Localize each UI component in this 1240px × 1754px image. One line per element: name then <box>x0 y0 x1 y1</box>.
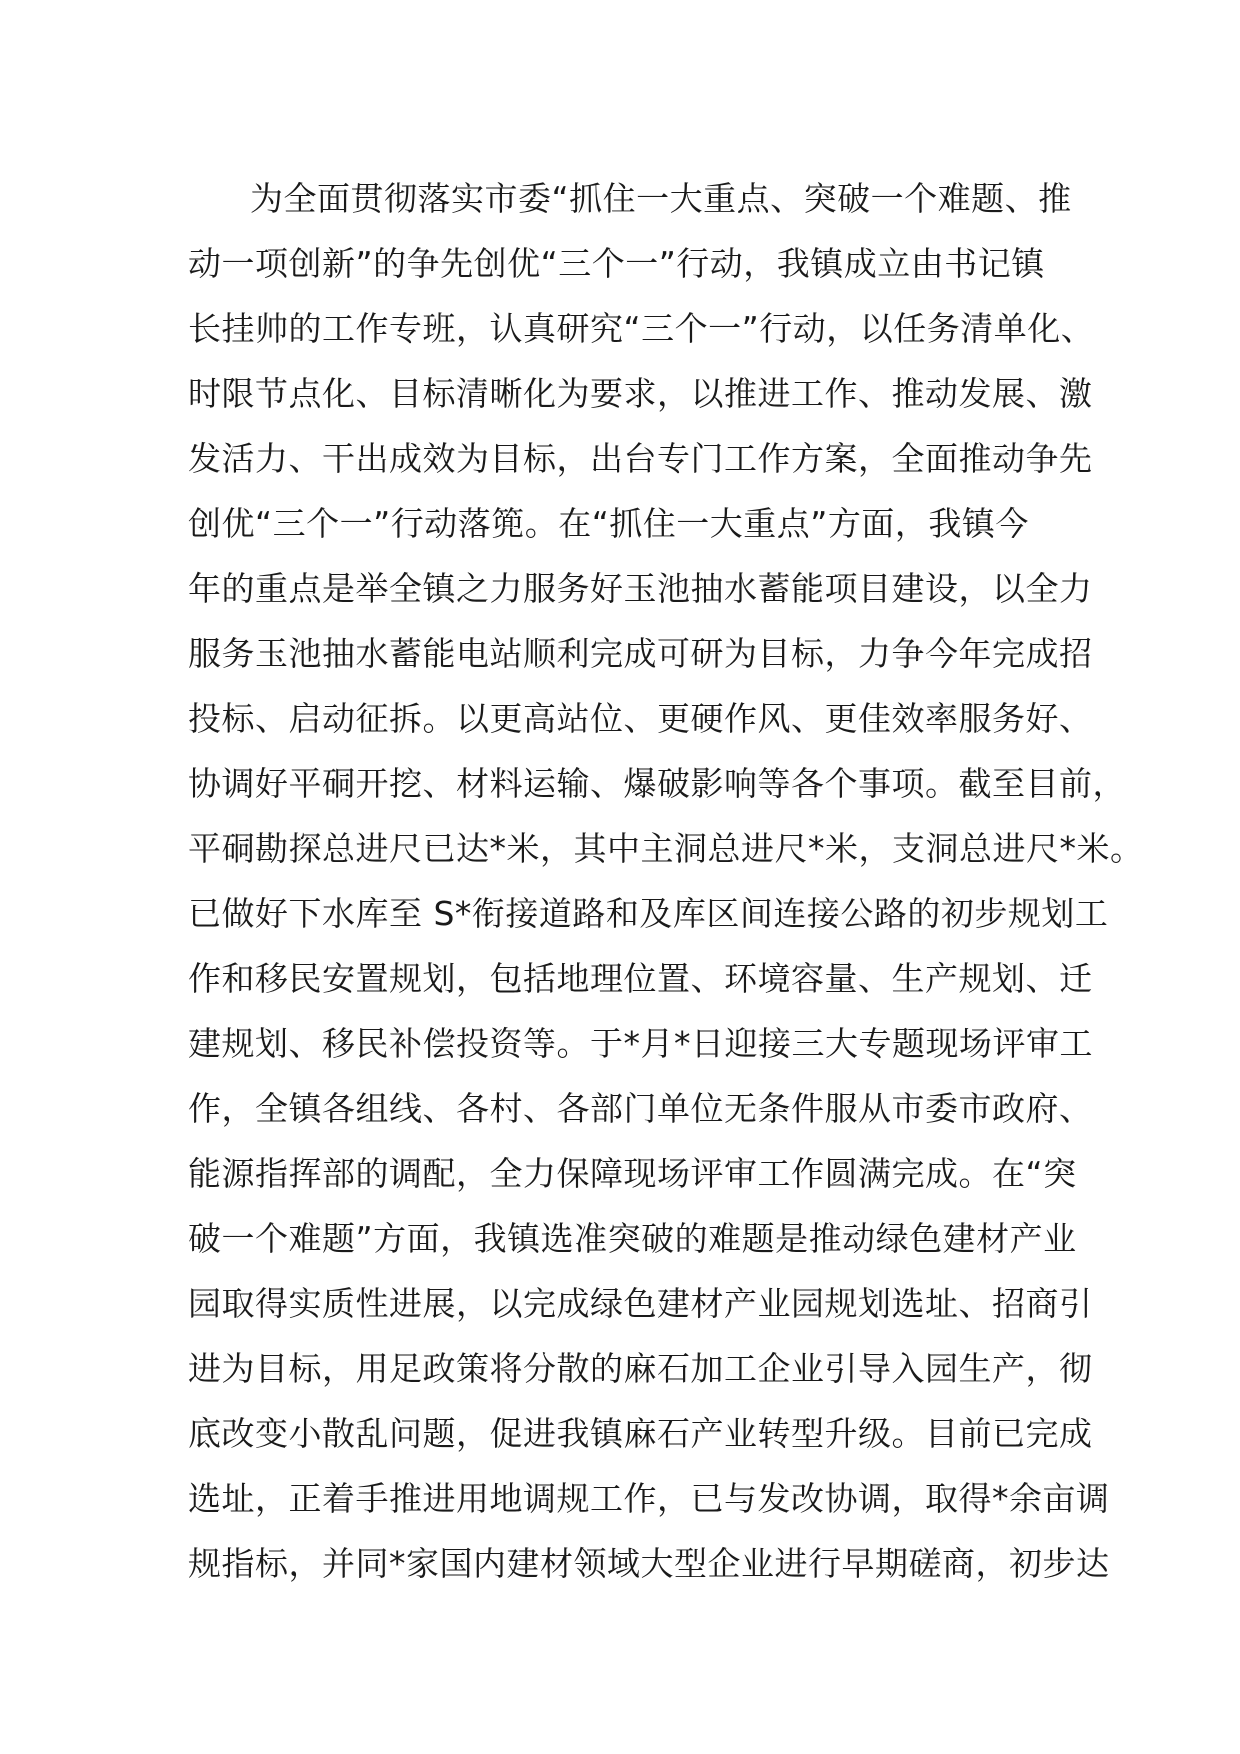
text-line: 破一个难题”方面，我镇选准突破的难题是推动绿色建材产业 <box>188 1219 1077 1258</box>
text-line: 选址，正着手推进用地调规工作，已与发改协调，取得*余亩调 <box>188 1479 1110 1518</box>
text-line: 规指标，并同*家国内建材领域大型企业进行早期磋商，初步达 <box>188 1544 1110 1583</box>
text-line: 创优“三个一”行动落篼。在“抓住一大重点”方面，我镇今 <box>188 504 1029 543</box>
text-line: 长挂帅的工作专班，认真研究“三个一”行动，以任务清单化、 <box>188 309 1095 348</box>
text-line: 年的重点是举全镇之力服务好玉池抽水蓄能项目建设，以全力 <box>188 569 1093 608</box>
text-line: 协调好平硐开挖、材料运输、爆破影响等各个事项。截至目前， <box>188 764 1126 803</box>
text-line: 作，全镇各组线、各村、各部门单位无条件服从市委市政府、 <box>188 1089 1093 1128</box>
body-paragraph <box>188 166 1144 1596</box>
text-line: 平硐勘探总进尺已达*米，其中主洞总进尺*米，支洞总进尺*米。 <box>188 829 1144 868</box>
text-line: 底改变小散乱问题，促进我镇麻石产业转型升级。目前已完成 <box>188 1414 1093 1453</box>
text-line: 进为目标，用足政策将分散的麻石加工企业引导入园生产，彻 <box>188 1349 1093 1388</box>
text-line: 时限节点化、目标清晰化为要求，以推进工作、推动发展、激 <box>188 374 1093 413</box>
text-line: 服务玉池抽水蓄能电站顺利完成可研为目标，力争今年完成招 <box>188 634 1093 673</box>
text-line: 园取得实质性进展，以完成绿色建材产业园规划选址、招商引 <box>188 1284 1093 1323</box>
text-line: 已做好下水库至 S*衔接道路和及库区间连接公路的初步规划工 <box>188 894 1109 933</box>
text-line: 动一项创新”的争先创优“三个一”行动，我镇成立由书记镇 <box>188 244 1045 283</box>
text-line: 投标、启动征拆。以更高站位、更硬作风、更佳效率服务好、 <box>188 699 1093 738</box>
text-line: 发活力、干出成效为目标，出台专门工作方案，全面推动争先 <box>188 439 1093 478</box>
text-line: 为全面贯彻落实市委“抓住一大重点、突破一个难题、推 <box>250 179 1072 218</box>
text-line: 作和移民安置规划，包括地理位置、环境容量、生产规划、迁 <box>188 959 1093 998</box>
text-line: 建规划、移民补偿投资等。于*月*日迎接三大专题现场评审工 <box>188 1024 1093 1063</box>
text-line: 能源指挥部的调配，全力保障现场评审工作圆满完成。在“突 <box>188 1154 1077 1193</box>
